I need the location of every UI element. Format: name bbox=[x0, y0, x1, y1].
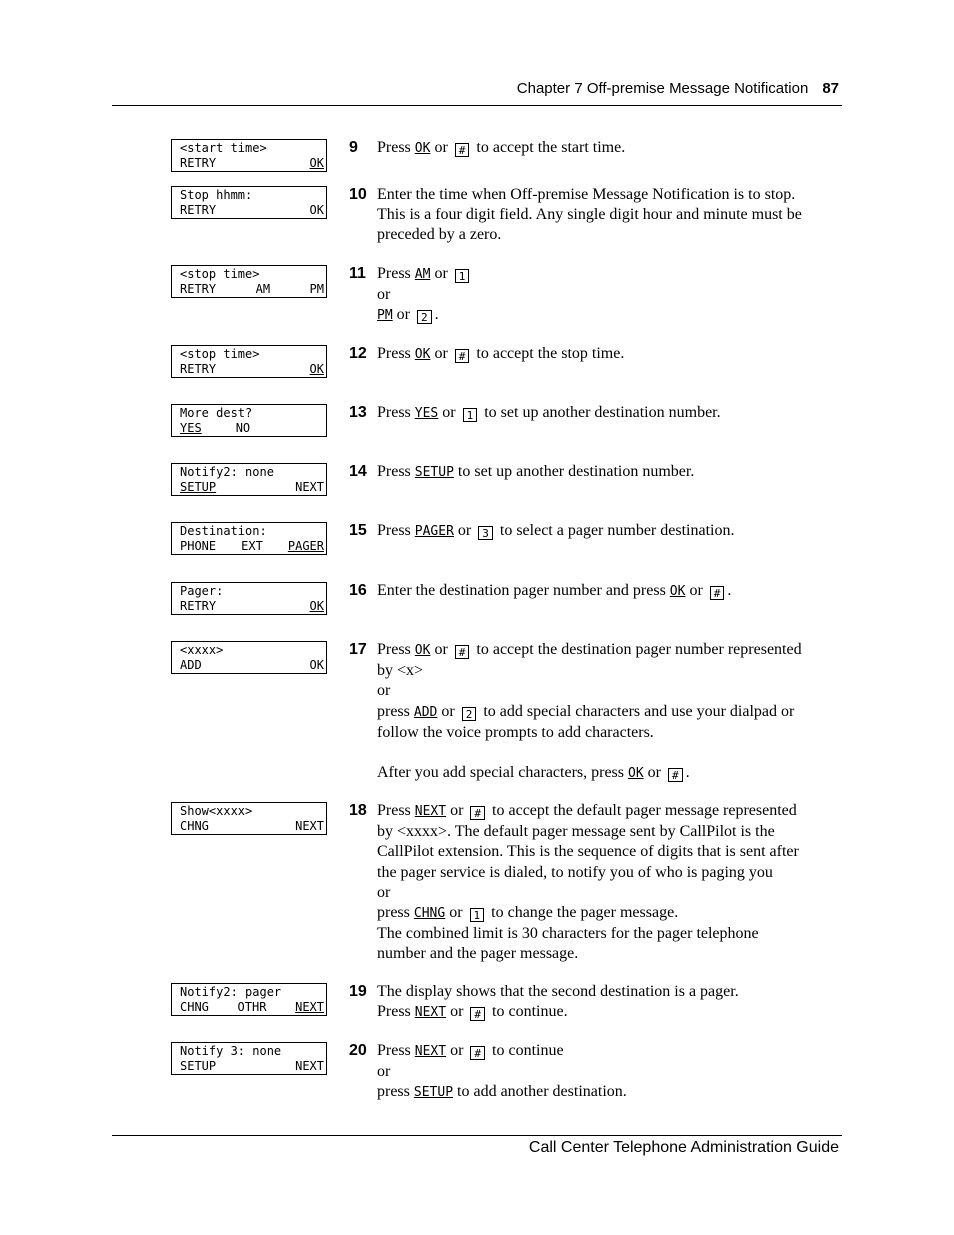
instruction-line bbox=[377, 344, 839, 365]
step-number: 11 bbox=[349, 265, 366, 282]
display-softkey-row bbox=[180, 599, 324, 614]
step-instruction bbox=[377, 462, 839, 483]
instruction-line bbox=[377, 681, 839, 701]
display-screen bbox=[171, 522, 327, 555]
instruction-text: or bbox=[392, 306, 414, 324]
footer-rule bbox=[112, 1135, 842, 1136]
step-instruction bbox=[377, 521, 839, 542]
step-instruction bbox=[377, 185, 839, 246]
instruction-text: by <x> bbox=[377, 662, 424, 680]
step-number: 15 bbox=[349, 522, 367, 539]
instruction-text: number and the pager message. bbox=[377, 945, 579, 963]
instruction-line bbox=[377, 924, 839, 944]
display-softkey-label: EXT bbox=[241, 539, 263, 553]
display-softkey-label: NEXT bbox=[295, 819, 324, 833]
display-softkey-label: NEXT bbox=[295, 1000, 324, 1014]
instruction-line bbox=[377, 581, 839, 602]
softkey-label: YES bbox=[414, 406, 439, 421]
display-screen bbox=[171, 802, 327, 835]
softkey-label: OK bbox=[414, 643, 431, 658]
dialpad-key-icon: # bbox=[455, 645, 470, 659]
instruction-text: to set up another destination number. bbox=[453, 463, 695, 480]
display-screen bbox=[171, 582, 327, 615]
instruction-line bbox=[377, 205, 839, 225]
instruction-text: Press bbox=[377, 1003, 415, 1021]
display-softkey-row bbox=[180, 1059, 324, 1074]
display-softkey-label: CHNG bbox=[180, 819, 209, 833]
display-softkey-row bbox=[180, 1000, 324, 1015]
instruction-text: to add another destination. bbox=[453, 1083, 627, 1101]
instruction-text: to continue. bbox=[488, 1003, 568, 1021]
display-softkey-label: OK bbox=[309, 362, 324, 376]
instruction-line bbox=[377, 1041, 839, 1062]
instruction-line bbox=[377, 305, 839, 326]
chapter-title: Chapter 7 Off-premise Message Notification bbox=[516, 80, 809, 97]
instruction-text: After you add special characters, press bbox=[377, 764, 628, 782]
instruction-text: or bbox=[377, 883, 391, 901]
step-number: 9 bbox=[349, 139, 358, 156]
display-screen bbox=[171, 1042, 327, 1075]
instruction-text: or bbox=[377, 682, 391, 700]
instruction-text: preceded by a zero. bbox=[377, 226, 502, 244]
instruction-line bbox=[377, 883, 839, 903]
instruction-line bbox=[377, 723, 839, 743]
display-softkey-row bbox=[180, 421, 324, 436]
softkey-label: NEXT bbox=[414, 1005, 447, 1021]
instruction-text: to add special characters and use your dialpad or bbox=[479, 702, 795, 720]
dialpad-key-icon: # bbox=[470, 1046, 485, 1060]
display-screen bbox=[171, 139, 327, 172]
instruction-text: . bbox=[685, 764, 690, 782]
display-softkey-label: NEXT bbox=[295, 480, 324, 494]
display-line-1: Pager: bbox=[180, 584, 224, 598]
instruction-text: or bbox=[446, 1042, 468, 1059]
step-number: 13 bbox=[349, 404, 367, 421]
softkey-label: OK bbox=[628, 766, 644, 782]
instruction-line bbox=[377, 763, 839, 784]
instruction-text: or bbox=[437, 702, 459, 720]
instruction-text: by <xxxx>. The default pager message sent by CallPilot is the bbox=[377, 823, 775, 841]
instruction-text: or bbox=[438, 404, 460, 421]
dialpad-key-icon: 2 bbox=[462, 707, 477, 721]
page-number: 87 bbox=[822, 80, 839, 97]
dialpad-key-icon: # bbox=[455, 349, 470, 363]
step-number: 16 bbox=[349, 582, 367, 599]
instruction-line bbox=[377, 903, 839, 924]
step-instruction bbox=[377, 264, 839, 327]
display-line-1: <stop time> bbox=[180, 347, 260, 361]
step-instruction bbox=[377, 982, 839, 1023]
display-softkey-row bbox=[180, 480, 324, 495]
instruction-text: . bbox=[727, 582, 732, 599]
display-line-1: <start time> bbox=[180, 141, 267, 155]
instruction-line bbox=[377, 521, 839, 542]
instruction-text: or bbox=[430, 139, 452, 156]
instruction-text: or bbox=[445, 904, 467, 922]
instruction-text: Enter the destination pager number and press bbox=[377, 582, 670, 599]
dialpad-key-icon: # bbox=[668, 768, 683, 782]
display-softkey-label: OK bbox=[309, 658, 324, 672]
instruction-text: to select a pager number destination. bbox=[495, 522, 735, 539]
instruction-text: or bbox=[430, 641, 452, 658]
dialpad-key-icon: 1 bbox=[455, 269, 470, 283]
instruction-line bbox=[377, 462, 839, 483]
dialpad-key-icon: 2 bbox=[417, 310, 432, 324]
instruction-line bbox=[377, 1002, 839, 1023]
display-softkey-label: OK bbox=[309, 599, 324, 613]
display-screen bbox=[171, 265, 327, 298]
softkey-label: PAGER bbox=[414, 524, 454, 539]
display-softkey-label: PAGER bbox=[287, 539, 324, 553]
instruction-text: Press bbox=[377, 522, 415, 539]
display-softkey-label: RETRY bbox=[180, 362, 217, 376]
display-softkey-label: YES bbox=[180, 421, 202, 435]
step-number: 17 bbox=[349, 641, 367, 658]
instruction-text: the pager service is dialed, to notify you of who is paging you bbox=[377, 863, 773, 881]
step-instruction bbox=[377, 581, 839, 602]
display-softkey-row bbox=[180, 282, 324, 297]
step-instruction bbox=[377, 403, 839, 424]
instruction-text: Press bbox=[377, 1042, 415, 1059]
display-softkey-label: SETUP bbox=[180, 480, 217, 494]
softkey-label: SETUP bbox=[414, 465, 454, 480]
instruction-line bbox=[377, 982, 839, 1002]
step-number: 12 bbox=[349, 345, 367, 362]
instruction-text: Press bbox=[377, 463, 415, 480]
softkey-label: NEXT bbox=[414, 1044, 447, 1059]
instruction-text: The combined limit is 30 characters for the pager telephone bbox=[377, 925, 759, 943]
display-screen bbox=[171, 983, 327, 1016]
instruction-text: Enter the time when Off-premise Message Notification is to stop. bbox=[377, 186, 796, 203]
display-softkey-label: CHNG bbox=[180, 1000, 209, 1014]
step-instruction bbox=[377, 801, 839, 965]
page-header bbox=[0, 79, 839, 99]
instruction-text: Press bbox=[377, 265, 415, 282]
display-line-1: Show<xxxx> bbox=[180, 804, 253, 818]
display-softkey-label: RETRY bbox=[180, 282, 217, 296]
step-number: 10 bbox=[349, 186, 367, 203]
instruction-text: or bbox=[430, 345, 452, 362]
instruction-text: press bbox=[377, 1083, 414, 1101]
softkey-label: CHNG bbox=[413, 906, 446, 922]
instruction-line bbox=[377, 842, 839, 862]
display-line-1: Notify2: pager bbox=[180, 985, 282, 999]
step-number: 20 bbox=[349, 1042, 367, 1059]
instruction-text: to continue bbox=[488, 1042, 564, 1059]
instruction-text: press bbox=[377, 904, 414, 922]
instruction-line bbox=[377, 801, 839, 822]
instruction-text: or bbox=[430, 265, 452, 282]
dialpad-key-icon: 1 bbox=[463, 408, 478, 422]
display-softkey-row bbox=[180, 203, 324, 218]
display-softkey-label: OTHR bbox=[237, 1000, 267, 1014]
instruction-text: or bbox=[643, 764, 665, 782]
softkey-label: OK bbox=[669, 584, 686, 599]
step-number: 19 bbox=[349, 983, 367, 1000]
instruction-line bbox=[377, 743, 839, 763]
instruction-text: or bbox=[453, 522, 476, 539]
instruction-text: to accept the destination pager number represented bbox=[472, 641, 802, 658]
display-screen bbox=[171, 186, 327, 219]
instruction-text: CallPilot extension. This is the sequence of digits that is sent after bbox=[377, 843, 799, 861]
instruction-text: Press bbox=[377, 802, 415, 819]
softkey-label: SETUP bbox=[413, 1085, 454, 1101]
step-number: 14 bbox=[349, 463, 367, 480]
dialpad-key-icon: # bbox=[455, 143, 470, 157]
instruction-text: follow the voice prompts to add characters. bbox=[377, 723, 654, 741]
instruction-text: Press bbox=[377, 139, 415, 156]
instruction-text: to set up another destination number. bbox=[480, 404, 721, 421]
display-line-1: Stop hhmm: bbox=[180, 188, 253, 202]
display-line-1: <stop time> bbox=[180, 267, 260, 281]
display-screen bbox=[171, 404, 327, 437]
instruction-line bbox=[377, 403, 839, 424]
display-screen bbox=[171, 345, 327, 378]
step-number: 18 bbox=[349, 802, 367, 819]
instruction-line bbox=[377, 225, 839, 245]
step-instruction bbox=[377, 1041, 839, 1104]
display-softkey-row bbox=[180, 658, 324, 673]
page-footer: Call Center Telephone Administration Guide bbox=[528, 1139, 839, 1156]
display-softkey-label: AM bbox=[255, 282, 271, 296]
softkey-label: ADD bbox=[413, 704, 438, 720]
instruction-line bbox=[377, 285, 839, 305]
instruction-text: to change the pager message. bbox=[487, 904, 679, 922]
instruction-text: or bbox=[377, 1063, 391, 1081]
display-softkey-label: ADD bbox=[180, 658, 202, 672]
dialpad-key-icon: 1 bbox=[470, 908, 485, 922]
display-softkey-label: RETRY bbox=[180, 203, 217, 217]
display-softkey-label: OK bbox=[309, 203, 324, 217]
instruction-text: press bbox=[377, 702, 414, 720]
softkey-label: PM bbox=[377, 308, 393, 324]
display-softkey-label: PM bbox=[309, 282, 324, 296]
instruction-line bbox=[377, 822, 839, 842]
dialpad-key-icon: # bbox=[710, 586, 725, 600]
instruction-text: . bbox=[434, 306, 439, 324]
instruction-text: to accept the stop time. bbox=[472, 345, 625, 362]
instruction-line bbox=[377, 1062, 839, 1082]
display-softkey-label: SETUP bbox=[180, 1059, 217, 1073]
step-instruction bbox=[377, 344, 839, 365]
softkey-label: OK bbox=[414, 141, 431, 156]
instruction-line bbox=[377, 1082, 839, 1103]
instruction-text: to accept the start time. bbox=[472, 139, 626, 156]
dialpad-key-icon: 3 bbox=[478, 526, 493, 540]
instruction-text: to accept the default pager message represented bbox=[488, 802, 797, 819]
display-softkey-row bbox=[180, 156, 324, 171]
display-line-1: Notify 3: none bbox=[180, 1044, 282, 1058]
instruction-text: or bbox=[685, 582, 707, 599]
dialpad-key-icon: # bbox=[470, 806, 485, 820]
instruction-text: The display shows that the second destination is a pager. bbox=[377, 983, 739, 1000]
display-screen bbox=[171, 463, 327, 496]
instruction-line bbox=[377, 185, 839, 205]
softkey-label: NEXT bbox=[414, 804, 447, 819]
display-softkey-label: NO bbox=[235, 421, 251, 435]
instruction-line bbox=[377, 944, 839, 964]
instruction-text: This is a four digit field. Any single digit hour and minute must be bbox=[377, 206, 802, 224]
display-softkey-label: NEXT bbox=[295, 1059, 324, 1073]
display-softkey-label: RETRY bbox=[180, 599, 217, 613]
instruction-text: or bbox=[446, 1003, 468, 1021]
step-instruction bbox=[377, 640, 839, 784]
instruction-line bbox=[377, 640, 839, 661]
display-softkey-row bbox=[180, 362, 324, 377]
instruction-text bbox=[377, 744, 381, 761]
instruction-line bbox=[377, 702, 839, 723]
instruction-text: or bbox=[446, 802, 468, 819]
instruction-line bbox=[377, 863, 839, 883]
instruction-text: Press bbox=[377, 404, 415, 421]
instruction-line bbox=[377, 138, 839, 159]
display-softkey-label: PHONE bbox=[180, 539, 217, 553]
display-screen bbox=[171, 641, 327, 674]
display-line-1: Destination: bbox=[180, 524, 267, 538]
display-softkey-row bbox=[180, 539, 324, 554]
instruction-text: Press bbox=[377, 345, 415, 362]
dialpad-key-icon: # bbox=[470, 1007, 485, 1021]
softkey-label: AM bbox=[414, 267, 431, 282]
header-rule bbox=[112, 105, 842, 106]
display-softkey-label: RETRY bbox=[180, 156, 217, 170]
softkey-label: OK bbox=[414, 347, 431, 362]
display-line-1: More dest? bbox=[180, 406, 253, 420]
step-instruction bbox=[377, 138, 839, 159]
instruction-text: or bbox=[377, 286, 391, 304]
display-line-1: Notify2: none bbox=[180, 465, 274, 479]
display-line-1: <xxxx> bbox=[180, 643, 224, 657]
display-softkey-row bbox=[180, 819, 324, 834]
instruction-line bbox=[377, 661, 839, 681]
display-softkey-label: OK bbox=[309, 156, 324, 170]
instruction-line bbox=[377, 264, 839, 285]
instruction-text: Press bbox=[377, 641, 415, 658]
